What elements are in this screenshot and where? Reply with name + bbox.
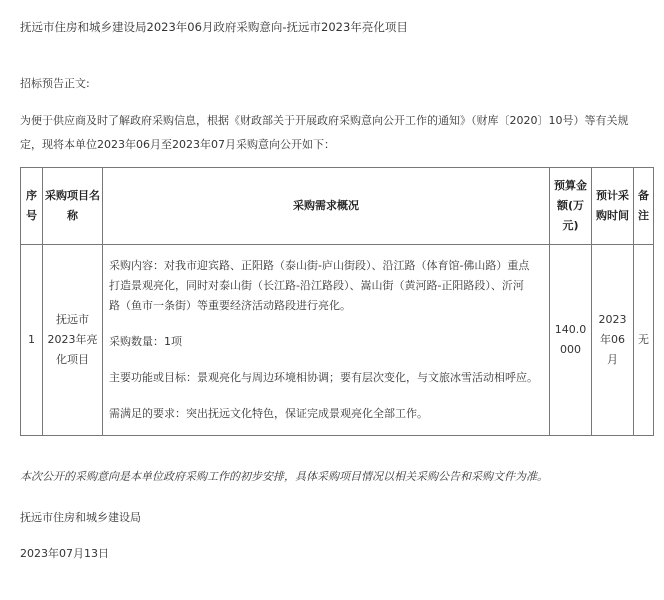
cell-budget: 140.0000 xyxy=(550,245,592,436)
cell-time: 2023年06月 xyxy=(592,245,634,436)
requirement-content-line: 打造景观亮化，同时对泰山街（长江路-沿江路段）、嵩山街（黄河路-正阳路段）、沂河 xyxy=(109,279,524,292)
header-seq: 序号 xyxy=(21,168,43,245)
requirement-function: 主要功能或目标：景观亮化与周边环境相协调；要有层次变化，与文旅冰雪活动相呼应。 xyxy=(109,371,538,384)
disclaimer-note: 本次公开的采购意向是本单位政府采购工作的初步安排，具体采购项目情况以相关采购公告和采购文件为准。 xyxy=(20,470,548,483)
requirement-demand: 需满足的要求：突出抚远文化特色，保证完成景观亮化全部工作。 xyxy=(109,407,428,420)
page-title: 抚远市住房和城乡建设局2023年06月政府采购意向-抚远市2023年亮化项目 xyxy=(20,20,408,34)
publish-date: 2023年07月13日 xyxy=(20,547,109,560)
header-requirements: 采购需求概况 xyxy=(103,168,550,245)
table-header-row xyxy=(21,168,654,245)
cell-remark: 无 xyxy=(634,245,654,436)
procurement-table xyxy=(20,167,654,436)
requirement-content-line: 采购内容：对我市迎宾路、正阳路（泰山街-庐山街段）、沿江路（体育馆-佛山路）重点 xyxy=(109,259,530,272)
requirement-content-line: 路（鱼市一条街）等重要经济活动路段进行亮化。 xyxy=(109,299,351,312)
header-remark: 备注 xyxy=(634,168,654,245)
header-budget: 预算金额(万元) xyxy=(550,168,592,245)
header-name: 采购项目名称 xyxy=(43,168,103,245)
requirement-quantity: 采购数量：1项 xyxy=(109,335,182,348)
intro-line: 定，现将本单位2023年06月至2023年07月采购意向公开如下： xyxy=(20,138,335,151)
intro-line: 为便于供应商及时了解政府采购信息，根据《财政部关于开展政府采购意向公开工作的通知》（财库〔2020〕10号）等有关规 xyxy=(20,114,629,127)
header-time: 预计采购时间 xyxy=(592,168,634,245)
pretext-label: 招标预告正文: xyxy=(20,77,90,90)
cell-name: 抚远市2023年亮化项目 xyxy=(43,245,103,436)
intro-paragraph xyxy=(20,109,640,157)
cell-seq: 1 xyxy=(21,245,43,436)
signature: 抚远市住房和城乡建设局 xyxy=(20,511,141,524)
cell-requirements xyxy=(103,245,550,436)
table-row xyxy=(21,245,654,436)
